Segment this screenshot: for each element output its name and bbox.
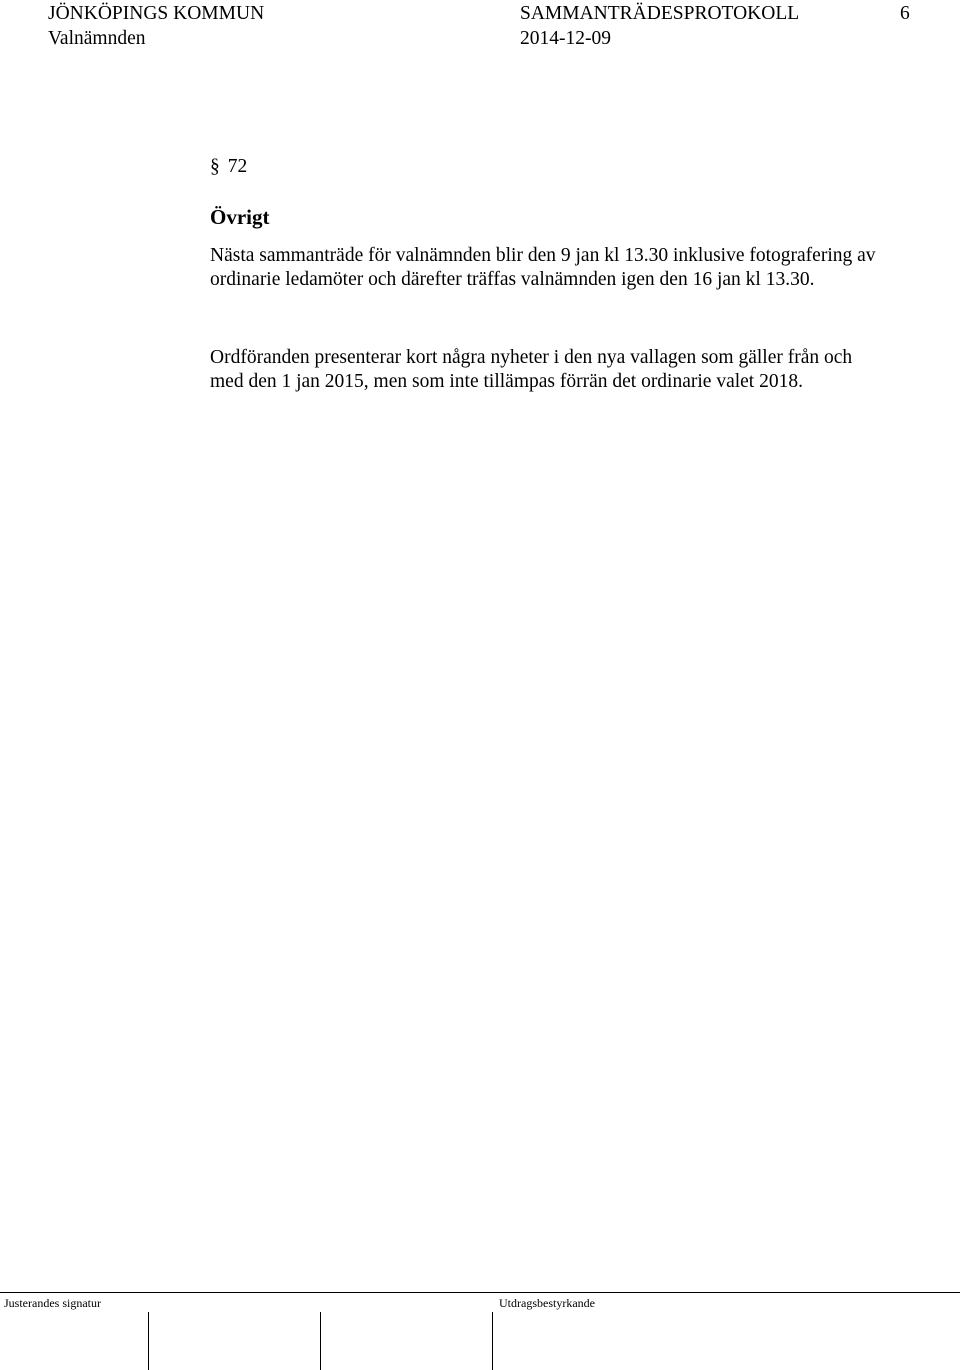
document-type: SAMMANTRÄDESPROTOKOLL xyxy=(520,3,800,24)
signature-box-divider-1 xyxy=(148,1312,149,1370)
signature-label: Justerandes signatur xyxy=(4,1296,101,1310)
certification-label: Utdragsbestyrkande xyxy=(499,1296,595,1310)
signature-box-divider-2 xyxy=(320,1312,321,1370)
meeting-date: 2014-12-09 xyxy=(520,28,611,49)
body-paragraph-2: Ordföranden presenterar kort några nyheter i den nya vallagen som gäller från och med den 1 jan 2015, men som inte tillämpas förrän det ordinarie valet 2018. xyxy=(210,347,853,392)
section-symbol: § xyxy=(210,156,220,177)
board-name: Valnämnden xyxy=(48,28,146,49)
section-title: Övrigt xyxy=(210,205,270,229)
signature-box-divider-3 xyxy=(492,1312,493,1370)
page-number: 6 xyxy=(900,3,910,24)
section-number-value: 72 xyxy=(227,156,248,177)
section-number xyxy=(210,156,247,178)
organization-name: JÖNKÖPINGS KOMMUN xyxy=(48,3,265,24)
footer-divider xyxy=(0,1292,960,1293)
body-paragraph-1: Nästa sammanträde för valnämnden blir den 9 jan kl 13.30 inklusive fotografering av ordinarie ledamöter och därefter träffas valnämnden igen den 16 jan kl 13.30. xyxy=(210,245,876,290)
